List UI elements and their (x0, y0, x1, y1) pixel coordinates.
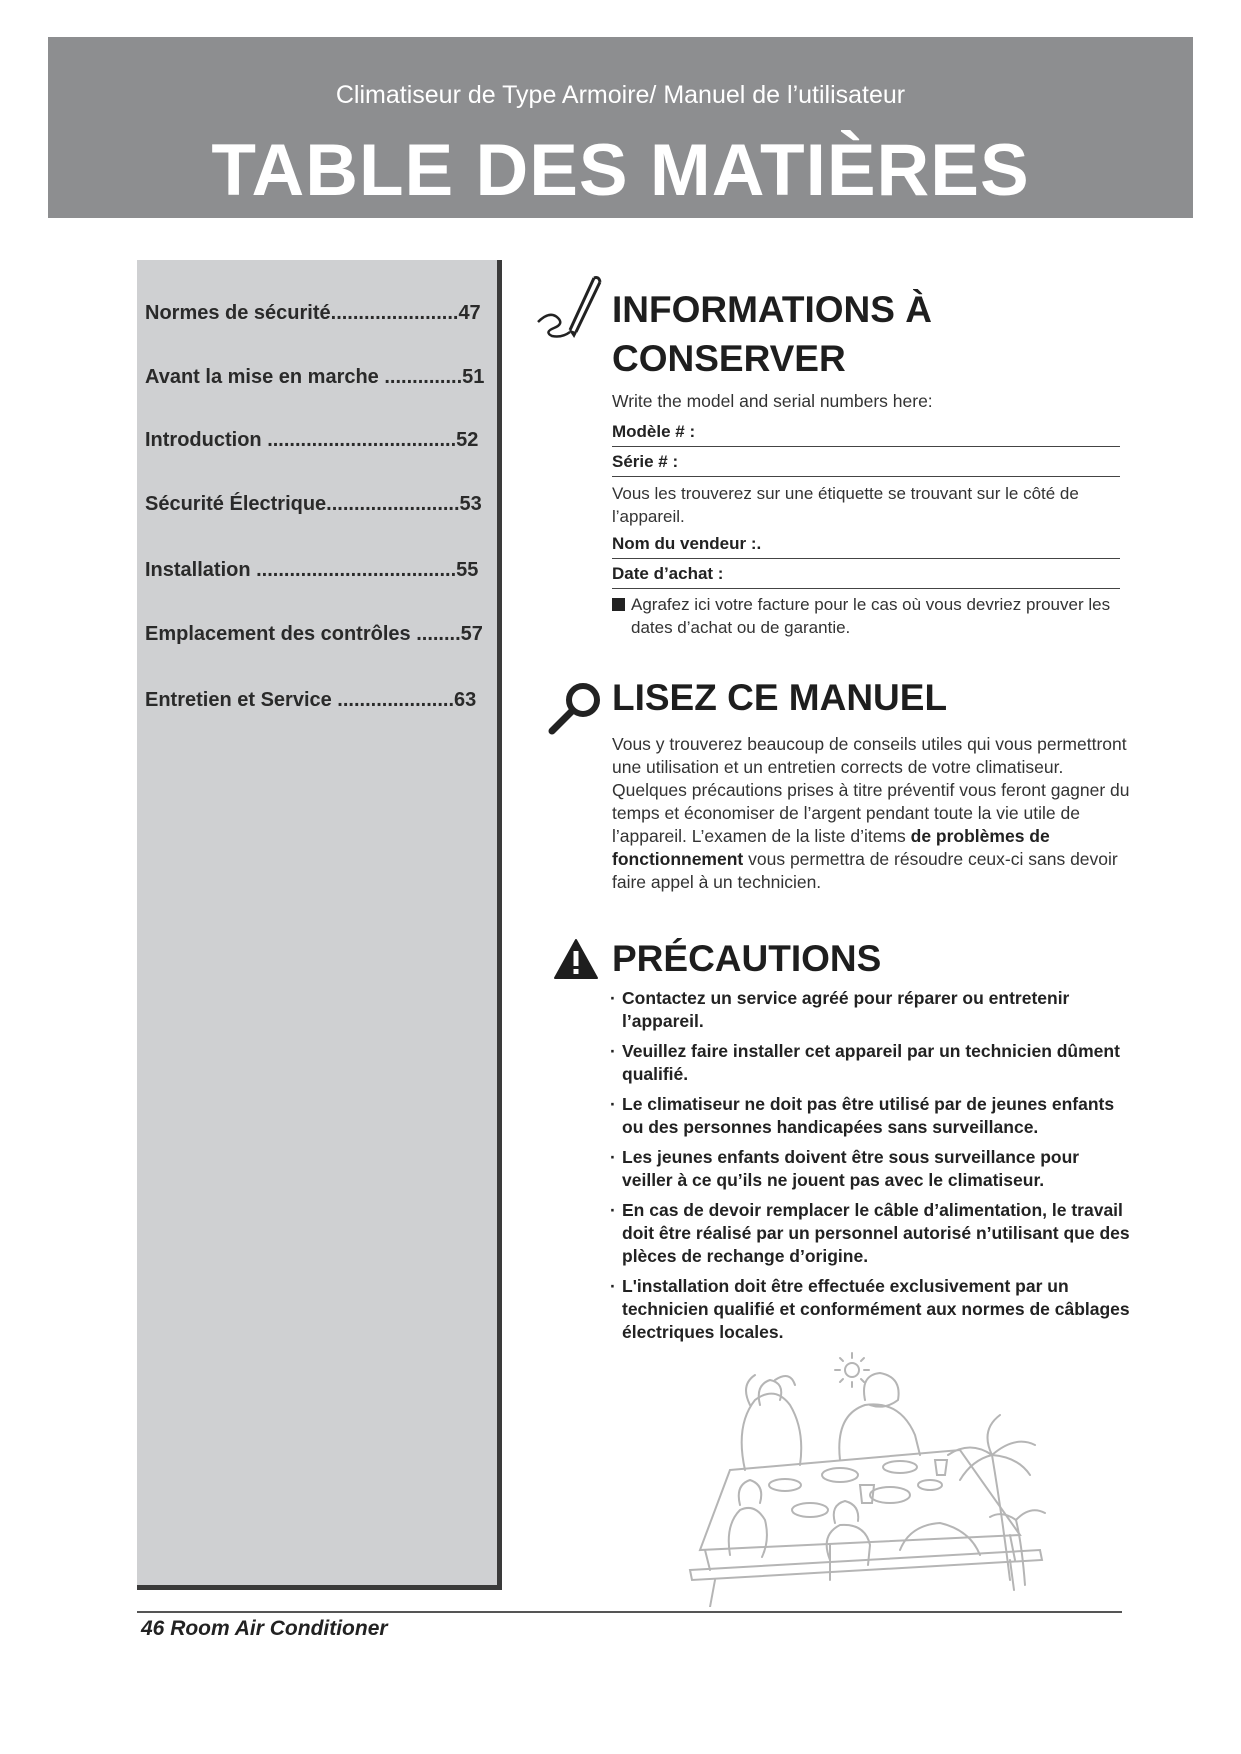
toc-item-introduction[interactable]: Introduction ..................................52 (145, 429, 479, 451)
label-location-note: Vous les trouverez sur une étiquette se trouvant sur le côté de l’appareil. (612, 484, 1079, 526)
page-footer: 46 Room Air Conditioner (141, 1617, 388, 1640)
page-title: TABLE DES MATIÈRES (211, 130, 1030, 211)
purchase-date-field: Date d’achat : (612, 561, 1120, 589)
square-bullet-icon (612, 598, 625, 611)
manual-subtitle: Climatiseur de Type Armoire/ Manuel de l’utilisateur (335, 81, 906, 109)
precaution-item: · En cas de devoir remplacer le câble d’alimentation, le travail doit être réalisé par un personnel autorisé n’utilisant que des plèces de rechange d’origine. (610, 1199, 1130, 1268)
toc-item-entretien[interactable]: Entretien et Service .....................63 (145, 689, 477, 711)
dealer-name-field: Nom du vendeur :. (612, 531, 1120, 559)
staple-invoice-text: Agrafez ici votre facture pour le cas où vous devriez prouver les dates d’achat ou de garantie. (631, 595, 1111, 637)
precaution-item: · Le climatiseur ne doit pas être utilisé par de jeunes enfants ou des personnes handicapées sans surveillance. (610, 1093, 1130, 1139)
precaution-item: · Contactez un service agréé pour réparer ou entretenir l’appareil. (610, 987, 1130, 1033)
toc-item-emplacement[interactable]: Emplacement des contrôles ........57 (145, 623, 483, 645)
precautions-list (610, 987, 1130, 1351)
footer-divider (137, 1611, 1122, 1613)
toc-item-installation[interactable]: Installation ....................................55 (145, 559, 479, 581)
warning-icon (553, 938, 599, 980)
pen-writing-icon (536, 272, 606, 338)
serial-number-field: Série # : (612, 449, 1120, 477)
lisez-text-part1: Vous y trouverez beaucoup de conseils utiles qui vous permettront une utilisation et un entretien corrects de votre climatiseur. Quelques précautions prises à titre préventif vous feront gagner du temps et économiser de l’argent pendant toute la vie utile de l’appareil. L’examen de la liste d’items (612, 734, 1130, 846)
informations-title-line2: CONSERVER (612, 338, 846, 379)
magnifying-glass-icon (546, 680, 606, 736)
page-header (48, 37, 1193, 218)
toc-item-securite-electrique[interactable]: Sécurité Électrique........................53 (145, 493, 482, 515)
table-of-contents (137, 260, 502, 1590)
informations-title-line1: INFORMATIONS À (612, 289, 932, 330)
toc-item-normes[interactable]: Normes de sécurité.......................47 (145, 302, 481, 324)
staple-invoice-note (612, 593, 1141, 639)
lisez-title: LISEZ CE MANUEL (612, 677, 948, 718)
lisez-text-part2: vous permettra de résoudre ceux-ci sans devoir faire appel à un technicien. (612, 849, 1118, 892)
toc-item-avant[interactable]: Avant la mise en marche ..............51 (145, 366, 485, 388)
lisez-body (612, 733, 1132, 894)
precaution-item: · L'installation doit être effectuée exclusivement par un technicien qualifié et conformément aux normes de câblages électriques locales. (610, 1275, 1130, 1344)
lisez-text-bold: de problèmes de fonctionnement (612, 826, 1050, 869)
informations-intro: Write the model and serial numbers here: (612, 391, 933, 411)
precautions-title: PRÉCAUTIONS (612, 938, 882, 979)
picnic-family-illustration (680, 1345, 1100, 1607)
precaution-item: · Veuillez faire installer cet appareil par un technicien dûment qualifié. (610, 1040, 1130, 1086)
model-number-field: Modèle # : (612, 419, 1120, 447)
precaution-item: · Les jeunes enfants doivent être sous surveillance pour veiller à ce qu’ils ne jouent pas avec le climatiseur. (610, 1146, 1130, 1192)
